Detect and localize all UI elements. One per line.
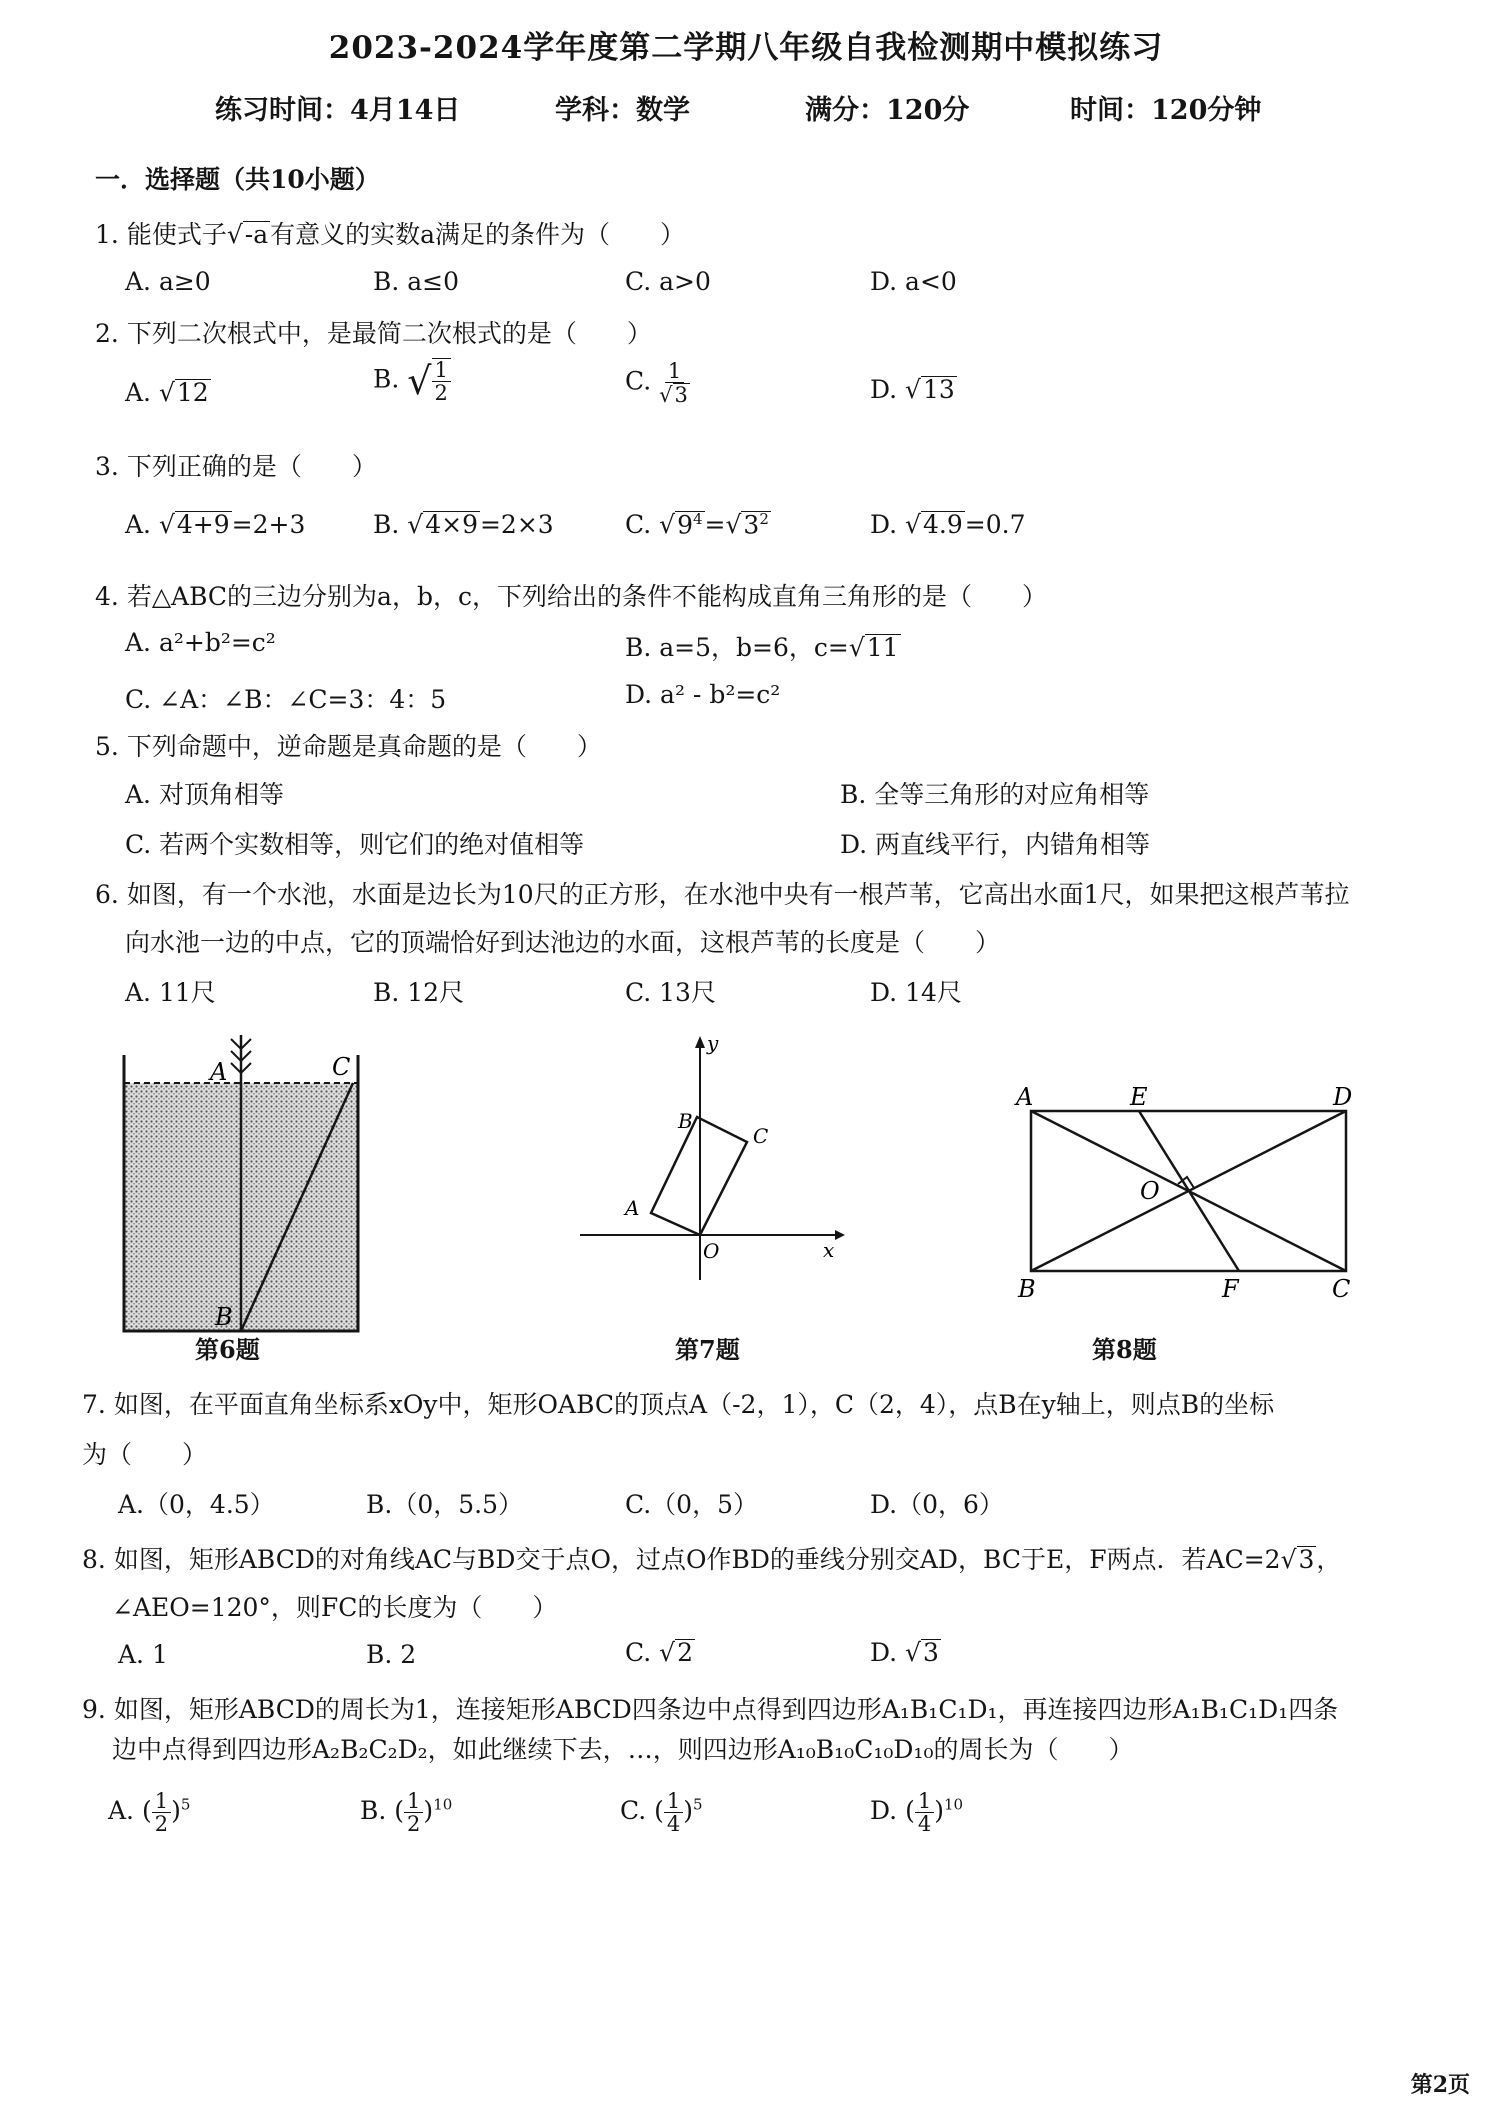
q5-option-a: A. 对顶角相等	[125, 780, 284, 809]
question-3: 3. 下列正确的是（ ）	[95, 452, 377, 481]
q9-option-c: C. ( $\frac{1}{4}$ )$^5$	[620, 1789, 703, 1837]
q1-option-b: B. a≤0	[373, 267, 460, 296]
fig8-label-o: O	[1140, 1177, 1160, 1205]
question-7-line1: 7. 如图，在平面直角坐标系xOy中，矩形OABC的顶点A（-2，1），C（2，4），点B在y轴上，则点B的坐标	[82, 1390, 1275, 1419]
fig8-label-d: D	[1333, 1083, 1353, 1111]
q7-option-b: B.（0，5.5）	[366, 1490, 523, 1519]
q8-option-d: D. √3	[870, 1638, 939, 1667]
fig7-label-b: B	[678, 1109, 693, 1133]
q8-option-a: A. 1	[118, 1640, 168, 1669]
q5-option-d: D. 两直线平行，内错角相等	[840, 830, 1151, 859]
fig7-label-x: x	[823, 1238, 835, 1262]
q1-option-a: A. a≥0	[125, 267, 211, 296]
exam-duration: 时间：120分钟	[1070, 95, 1262, 126]
exam-subject: 学科：数学	[555, 95, 690, 126]
q6-option-c: C. 13尺	[625, 978, 716, 1007]
q5-option-b: B. 全等三角形的对应角相等	[840, 780, 1150, 809]
fig8-caption: 第8题	[1092, 1335, 1157, 1364]
q3-option-b: B. √4×9=2×3	[373, 510, 554, 539]
q1-option-c: C. a>0	[625, 267, 711, 296]
q7-option-d: D.（0，6）	[870, 1490, 1004, 1519]
q2-option-d: D. √13	[870, 375, 955, 404]
q4-option-c: C. ∠A：∠B：∠C=3：4：5	[125, 685, 447, 714]
question-7-line2: 为（ ）	[82, 1440, 208, 1469]
q5-option-c: C. 若两个实数相等，则它们的绝对值相等	[125, 830, 585, 859]
question-5: 5. 下列命题中，逆命题是真命题的是（ ）	[95, 732, 602, 761]
q8-option-c: C. √2	[625, 1638, 693, 1667]
fig8-label-b: B	[1018, 1275, 1036, 1303]
q6-option-d: D. 14尺	[870, 978, 962, 1007]
fig8-label-a: A	[1016, 1083, 1034, 1111]
question-9-line2: 边中点得到四边形A₂B₂C₂D₂，如此继续下去，…，则四边形A₁₀B₁₀C₁₀D₁₀的周长为（ ）	[112, 1735, 1134, 1764]
figure-6	[110, 1025, 370, 1331]
fig6-caption: 第6题	[195, 1335, 260, 1364]
q6-option-b: B. 12尺	[373, 978, 465, 1007]
exam-date: 练习时间：4月14日	[215, 95, 461, 126]
figure-8	[1010, 1075, 1380, 1310]
q9-option-a: A. ( $\frac{1}{2}$ )$^5$	[108, 1789, 191, 1837]
question-8-line2: ∠AEO=120°，则FC的长度为（ ）	[112, 1593, 558, 1622]
question-4: 4. 若△ABC的三边分别为a，b，c，下列给出的条件不能构成直角三角形的是（ ）	[95, 582, 1047, 611]
q6-option-a: A. 11尺	[125, 978, 216, 1007]
question-6-line1: 6. 如图，有一个水池，水面是边长为10尺的正方形，在水池中央有一根芦苇，它高出水面1尺，如果把这根芦苇拉	[95, 880, 1350, 909]
fig7-caption: 第7题	[675, 1335, 740, 1364]
q8-option-b: B. 2	[366, 1640, 417, 1669]
q7-option-a: A.（0，4.5）	[118, 1490, 275, 1519]
fig6-label-a: A	[210, 1058, 228, 1086]
section-title: 一．选择题（共10小题）	[95, 165, 380, 194]
question-6-line2: 向水池一边的中点，它的顶端恰好到达池边的水面，这根芦苇的长度是（ ）	[125, 928, 1001, 957]
question-8-line1: 8. 如图，矩形ABCD的对角线AC与BD交于点O，过点O作BD的垂线分别交AD，BC于E，F两点．若AC=2√3，	[82, 1545, 1342, 1574]
question-9-line1: 9. 如图，矩形ABCD的周长为1，连接矩形ABCD四条边中点得到四边形A₁B₁C₁D₁，再连接四边形A₁B₁C₁D₁四条	[82, 1695, 1339, 1724]
page-title: 2023-2024学年度第二学期八年级自我检测期中模拟练习	[328, 30, 1164, 66]
fig8-label-e: E	[1130, 1083, 1148, 1111]
exam-full-score: 满分：120分	[805, 95, 970, 126]
q9-option-d: D. ( $\frac{1}{4}$ )$^{10}$	[870, 1789, 964, 1837]
fig7-label-c: C	[753, 1124, 769, 1148]
fig7-label-a: A	[625, 1196, 640, 1220]
fig8-label-f: F	[1222, 1275, 1239, 1303]
fig6-label-c: C	[332, 1053, 351, 1081]
page-number: 第2页	[1410, 2072, 1470, 2098]
fig8-label-c: C	[1332, 1275, 1351, 1303]
q4-option-a: A. a²+b²=c²	[125, 628, 276, 657]
q3-option-d: D. √4.9=0.7	[870, 510, 1026, 539]
q3-option-c: C. $√9^4=√3^2$	[625, 509, 769, 539]
q7-option-c: C.（0，5）	[625, 1490, 758, 1519]
q2-option-a: A. √12	[125, 378, 209, 407]
q4-option-d: D. a² - b²=c²	[625, 680, 781, 709]
figure-7	[570, 1030, 850, 1280]
fig7-label-o: O	[703, 1239, 720, 1263]
q9-option-b: B. ( $\frac{1}{2}$ )$^{10}$	[360, 1789, 453, 1837]
q4-option-b: B. a=5，b=6，c=√11	[625, 633, 899, 662]
question-2: 2. 下列二次根式中，是最简二次根式的是（ ）	[95, 319, 652, 348]
fig7-label-y: y	[707, 1031, 719, 1055]
q2-option-c: C. $\frac{1}{√3}$	[625, 359, 688, 408]
question-1: 1. 能使式子√-a有意义的实数a满足的条件为（ ）	[95, 220, 686, 249]
q1-option-d: D. a<0	[870, 267, 957, 296]
q2-option-b: B. √ $\frac{1}{2}$	[373, 358, 451, 404]
fig6-label-b: B	[215, 1303, 233, 1331]
q3-option-a: A. √4+9=2+3	[125, 510, 306, 539]
